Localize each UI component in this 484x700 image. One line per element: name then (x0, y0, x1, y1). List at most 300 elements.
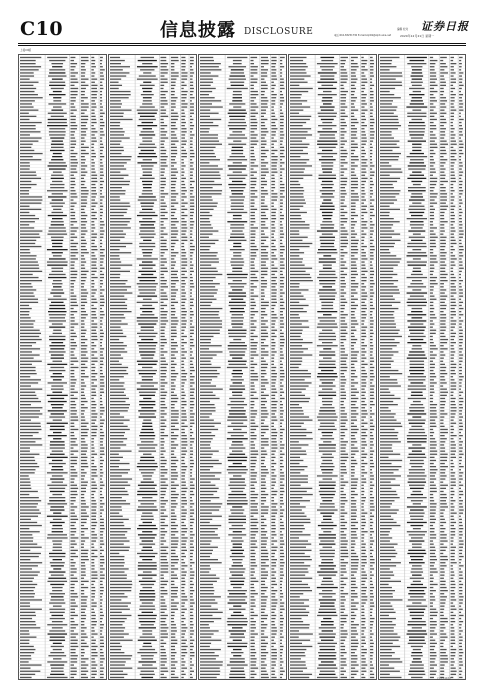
table-cell-text (233, 255, 241, 256)
table-cell-text (228, 590, 247, 591)
table-cell-text (190, 571, 194, 572)
table-cell-text (290, 342, 313, 343)
table-cell-text (232, 131, 242, 132)
table-cell-text (181, 134, 185, 135)
table-cell-text (20, 296, 35, 297)
table-cell-text (261, 668, 266, 669)
table-cell-text (20, 671, 40, 672)
table-cell-text (181, 457, 184, 458)
table-cell-text (230, 509, 244, 510)
table-cell-text (81, 190, 89, 191)
table-cell-text (250, 447, 254, 448)
table-cell-text (228, 333, 246, 334)
table-cell-text (200, 491, 217, 492)
table-cell-text (81, 432, 88, 433)
table-cell-text (361, 134, 366, 135)
table-cell-text (250, 475, 256, 476)
table-cell-text (100, 286, 102, 287)
table-cell-text (20, 426, 41, 427)
table-cell-text (91, 630, 94, 631)
table-cell-text (160, 224, 163, 225)
table-cell-text (139, 392, 156, 393)
table-cell-text (370, 134, 374, 135)
table-cell-text (171, 509, 175, 510)
table-cell-text (250, 63, 254, 64)
table-cell-text (280, 630, 283, 631)
table-cell-text (261, 472, 269, 473)
table-cell-text (361, 57, 363, 58)
table-cell-text (100, 268, 104, 269)
table-cell-text (190, 215, 193, 216)
table-cell-text (91, 674, 96, 675)
table-cell-text (91, 178, 97, 179)
table-cell-text (351, 190, 355, 191)
table-cell-text (160, 584, 166, 585)
table-cell-text (100, 525, 104, 526)
table-cell-text (20, 472, 35, 473)
table-cell-text (232, 559, 243, 560)
table-cell-text (143, 522, 152, 523)
table-cell-text (280, 410, 284, 411)
table-cell-text (70, 389, 74, 390)
table-cell-text (190, 373, 192, 374)
table-cell-text (340, 379, 346, 380)
table-cell-text (100, 323, 103, 324)
table-cell-text (70, 497, 75, 498)
table-cell-text (70, 379, 76, 380)
table-cell-text (181, 265, 187, 266)
table-cell-text (70, 122, 75, 123)
table-cell-text (181, 519, 185, 520)
table-cell-text (290, 110, 303, 111)
table-cell-text (320, 79, 334, 80)
table-cell-text (142, 103, 152, 104)
table-cell-text (70, 534, 74, 535)
table-cell-text (250, 351, 256, 352)
table-cell-text (351, 246, 357, 247)
table-cell-text (81, 178, 84, 179)
table-cell-text (181, 165, 185, 166)
table-cell-text (190, 612, 193, 613)
table-cell-text (141, 165, 154, 166)
table-cell-text (250, 261, 254, 262)
table-cell-text (110, 429, 130, 430)
table-cell-text (290, 261, 302, 262)
table-cell-text (290, 131, 308, 132)
table-cell-text (70, 475, 77, 476)
table-cell-text (110, 150, 124, 151)
table-cell-text (340, 277, 344, 278)
table-cell-text (138, 506, 157, 507)
table-cell-text (340, 75, 347, 76)
table-cell-text (50, 664, 64, 665)
table-cell-text (160, 196, 164, 197)
table-cell-text (171, 491, 176, 492)
table-cell-text (110, 376, 124, 377)
table-cell-text (81, 606, 87, 607)
table-cell-text (290, 348, 308, 349)
table-cell-text (171, 404, 175, 405)
table-cell-text (280, 354, 284, 355)
table-cell-text (340, 370, 346, 371)
table-cell-text (231, 435, 244, 436)
table-cell-text (20, 438, 42, 439)
table-cell-text (271, 432, 277, 433)
table-cell-text (47, 661, 67, 662)
table-cell-text (271, 134, 275, 135)
table-cell-text (181, 385, 184, 386)
table-cell-text (110, 289, 127, 290)
table-cell-text (91, 79, 97, 80)
table-cell-text (190, 240, 193, 241)
table-cell-text (139, 280, 155, 281)
table-cell-text (280, 314, 283, 315)
table-cell-text (271, 395, 275, 396)
table-cell-text (190, 162, 193, 163)
table-cell-text (91, 305, 93, 306)
table-cell-text (271, 466, 274, 467)
page-header (0, 0, 484, 44)
table-cell-text (280, 302, 284, 303)
table-cell-text (171, 277, 178, 278)
table-cell-text (91, 658, 94, 659)
table-cell-text (70, 606, 77, 607)
table-cell-text (361, 63, 366, 64)
table-cell-text (190, 469, 192, 470)
table-cell-text (271, 643, 275, 644)
table-cell-text (229, 128, 245, 129)
table-cell-text (110, 361, 119, 362)
table-cell-text (200, 497, 219, 498)
table-cell-text (228, 66, 246, 67)
table-cell-text (261, 265, 266, 266)
table-cell-text (261, 509, 268, 510)
table-cell-text (290, 199, 305, 200)
table-cell-text (48, 119, 67, 120)
table-cell-text (200, 398, 220, 399)
table-cell-text (190, 413, 195, 414)
table-cell-text (181, 460, 184, 461)
table-cell-text (171, 162, 177, 163)
table-cell-text (290, 66, 308, 67)
table-cell-text (70, 488, 78, 489)
table-cell-text (271, 596, 275, 597)
table-cell-text (160, 451, 165, 452)
table-cell-text (370, 215, 375, 216)
table-cell-text (250, 97, 256, 98)
table-cell-text (49, 416, 65, 417)
table-cell-text (280, 230, 283, 231)
table-cell-text (250, 116, 255, 117)
table-cell-text (261, 72, 267, 73)
table-cell-text (91, 147, 93, 148)
table-cell-text (271, 429, 276, 430)
table-cell-text (138, 615, 157, 616)
table-cell-text (351, 230, 355, 231)
table-cell-text (250, 590, 255, 591)
table-cell-text (91, 497, 94, 498)
table-cell-text (171, 429, 179, 430)
table-cell-text (280, 602, 284, 603)
table-cell-text (51, 596, 64, 597)
table-cell-text (181, 506, 184, 507)
table-cell-text (280, 60, 282, 61)
table-cell-text (261, 426, 269, 427)
table-cell-text (290, 283, 300, 284)
table-cell-text (181, 655, 185, 656)
table-cell-text (280, 370, 284, 371)
table-cell-text (280, 240, 282, 241)
table-cell-text (190, 252, 193, 253)
table-cell-text (20, 385, 31, 386)
table-cell-text (290, 358, 302, 359)
table-cell-text (81, 147, 89, 148)
table-cell-text (171, 196, 176, 197)
table-cell-text (200, 392, 213, 393)
table-column-3 (198, 54, 287, 680)
table-cell-text (100, 234, 104, 235)
table-cell-text (181, 215, 187, 216)
table-cell-text (227, 624, 247, 625)
table-cell-text (160, 178, 166, 179)
table-cell-text (50, 444, 65, 445)
table-cell-text (200, 79, 213, 80)
table-cell-text (261, 602, 266, 603)
table-cell-text (110, 137, 130, 138)
table-cell-text (100, 175, 104, 176)
table-cell-text (171, 432, 174, 433)
table-cell-text (160, 311, 167, 312)
table-cell-text (181, 131, 186, 132)
table-cell-text (160, 66, 166, 67)
table-cell-text (261, 671, 267, 672)
table-cell-text (280, 75, 282, 76)
table-cell-text (20, 243, 35, 244)
table-cell-text (200, 72, 211, 73)
table-cell-text (261, 66, 264, 67)
table-cell-text (290, 379, 305, 380)
table-cell-text (137, 389, 158, 390)
table-cell-text (190, 323, 192, 324)
table-cell-text (20, 590, 34, 591)
table-cell-text (370, 156, 372, 157)
table-cell-text (52, 466, 63, 467)
table-cell-text (200, 568, 211, 569)
table-cell-text (200, 575, 216, 576)
table-cell-text (110, 658, 131, 659)
table-cell-text (190, 85, 193, 86)
table-cell-text (340, 382, 345, 383)
table-cell-text (91, 354, 94, 355)
table-cell-text (261, 516, 264, 517)
table-cell-text (91, 224, 94, 225)
table-cell-text (49, 128, 65, 129)
table-cell-text (250, 497, 257, 498)
table-cell-text (52, 181, 62, 182)
table-cell-text (100, 153, 102, 154)
table-cell-text (200, 218, 209, 219)
table-cell-text (70, 500, 75, 501)
table-cell-text (340, 342, 343, 343)
table-cell-text (110, 106, 121, 107)
table-cell-text (280, 153, 283, 154)
table-cell-text (91, 646, 97, 647)
table-cell-text (70, 444, 77, 445)
table-cell-text (70, 621, 74, 622)
table-cell-text (110, 199, 120, 200)
table-cell-text (171, 209, 176, 210)
table-cell-text (81, 339, 88, 340)
table-cell-text (280, 478, 284, 479)
table-cell-text (91, 311, 95, 312)
table-cell-text (110, 277, 120, 278)
table-cell-text (100, 63, 102, 64)
table-cell-text (280, 277, 284, 278)
table-cell-text (160, 457, 164, 458)
table-cell-text (110, 153, 121, 154)
table-cell-text (271, 497, 274, 498)
table-cell-text (190, 66, 192, 67)
table-cell-text (181, 596, 187, 597)
table-cell-text (53, 544, 62, 545)
table-cell-text (250, 637, 254, 638)
table-cell-text (228, 165, 247, 166)
table-cell-text (171, 255, 176, 256)
table-cell-text (160, 466, 164, 467)
table-cell-text (137, 162, 157, 163)
table-cell-text (280, 500, 283, 501)
table-cell-text (290, 193, 303, 194)
table-cell-text (110, 261, 121, 262)
table-cell-text (52, 79, 63, 80)
table-cell-text (261, 540, 267, 541)
table-cell-text (190, 237, 192, 238)
table-cell-text (81, 153, 89, 154)
table-cell-text (280, 606, 284, 607)
table-cell-text (110, 215, 124, 216)
table-cell-text (181, 184, 185, 185)
table-cell-text (233, 429, 241, 430)
table-cell-text (143, 91, 152, 92)
table-cell-text (53, 286, 62, 287)
table-cell-text (200, 581, 217, 582)
table-cell-text (200, 134, 218, 135)
table-cell-text (110, 618, 127, 619)
table-cell-text (100, 137, 102, 138)
table-cell-text (190, 627, 193, 628)
table-cell-text (351, 165, 358, 166)
table-cell-text (370, 336, 372, 337)
table-cell-text (280, 460, 283, 461)
table-cell-text (340, 72, 347, 73)
table-cell-text (70, 209, 73, 210)
table-cell-text (160, 128, 164, 129)
table-cell-text (370, 125, 373, 126)
table-cell-text (160, 60, 166, 61)
table-cell-text (181, 327, 186, 328)
table-cell-text (280, 677, 282, 678)
table-cell-text (361, 227, 367, 228)
table-cell-text (250, 664, 255, 665)
table-cell-text (53, 361, 63, 362)
table-cell-text (20, 475, 29, 476)
table-cell-text (190, 221, 194, 222)
table-cell-text (190, 82, 193, 83)
table-cell-text (81, 568, 86, 569)
table-cell-text (351, 314, 355, 315)
table-cell-text (370, 94, 374, 95)
table-cell-text (321, 243, 334, 244)
table-cell-text (261, 392, 264, 393)
table-cell-text (110, 475, 122, 476)
table-cell-text (280, 472, 284, 473)
table-cell-text (200, 655, 219, 656)
table-cell-text (171, 224, 176, 225)
table-cell-text (137, 491, 157, 492)
table-cell-text (100, 646, 104, 647)
table-cell-text (20, 345, 32, 346)
table-cell-text (100, 674, 104, 675)
table-cell-text (261, 82, 266, 83)
table-cell-text (280, 181, 282, 182)
table-cell-text (200, 382, 211, 383)
table-cell-text (271, 234, 274, 235)
table-cell-text (351, 206, 356, 207)
table-cell-text (160, 209, 165, 210)
table-cell-text (20, 500, 41, 501)
table-cell-text (351, 79, 358, 80)
table-cell-text (228, 426, 247, 427)
table-cell-text (271, 63, 276, 64)
table-cell-text (50, 618, 65, 619)
table-cell-text (290, 327, 309, 328)
table-cell-text (340, 91, 348, 92)
table-cell-text (351, 234, 357, 235)
table-cell-text (91, 137, 96, 138)
table-cell-text (142, 137, 152, 138)
table-cell-text (261, 460, 265, 461)
table-cell-text (340, 258, 343, 259)
table-cell-text (142, 268, 153, 269)
table-cell-text (110, 255, 119, 256)
table-cell-text (70, 317, 74, 318)
table-cell-text (160, 119, 163, 120)
table-cell-text (181, 289, 185, 290)
table-cell-text (160, 88, 163, 89)
table-cell-text (141, 206, 153, 207)
table-cell-text (91, 106, 96, 107)
table-cell-text (351, 144, 358, 145)
table-cell-text (280, 540, 284, 541)
table-cell-text (49, 339, 65, 340)
table-cell-text (318, 131, 337, 132)
table-cell-text (138, 565, 157, 566)
table-cell-text (190, 547, 194, 548)
table-cell-text (370, 144, 372, 145)
table-cell-text (280, 646, 283, 647)
table-cell-text (138, 568, 157, 569)
table-cell-text (20, 410, 40, 411)
table-cell-text (160, 277, 164, 278)
table-cell-text (181, 571, 186, 572)
table-cell-text (70, 308, 73, 309)
table-cell-text (361, 249, 364, 250)
table-cell-text (370, 162, 372, 163)
table-cell-text (271, 451, 275, 452)
table-cell-text (51, 175, 63, 176)
table-cell-text (20, 199, 42, 200)
table-cell-text (100, 407, 104, 408)
